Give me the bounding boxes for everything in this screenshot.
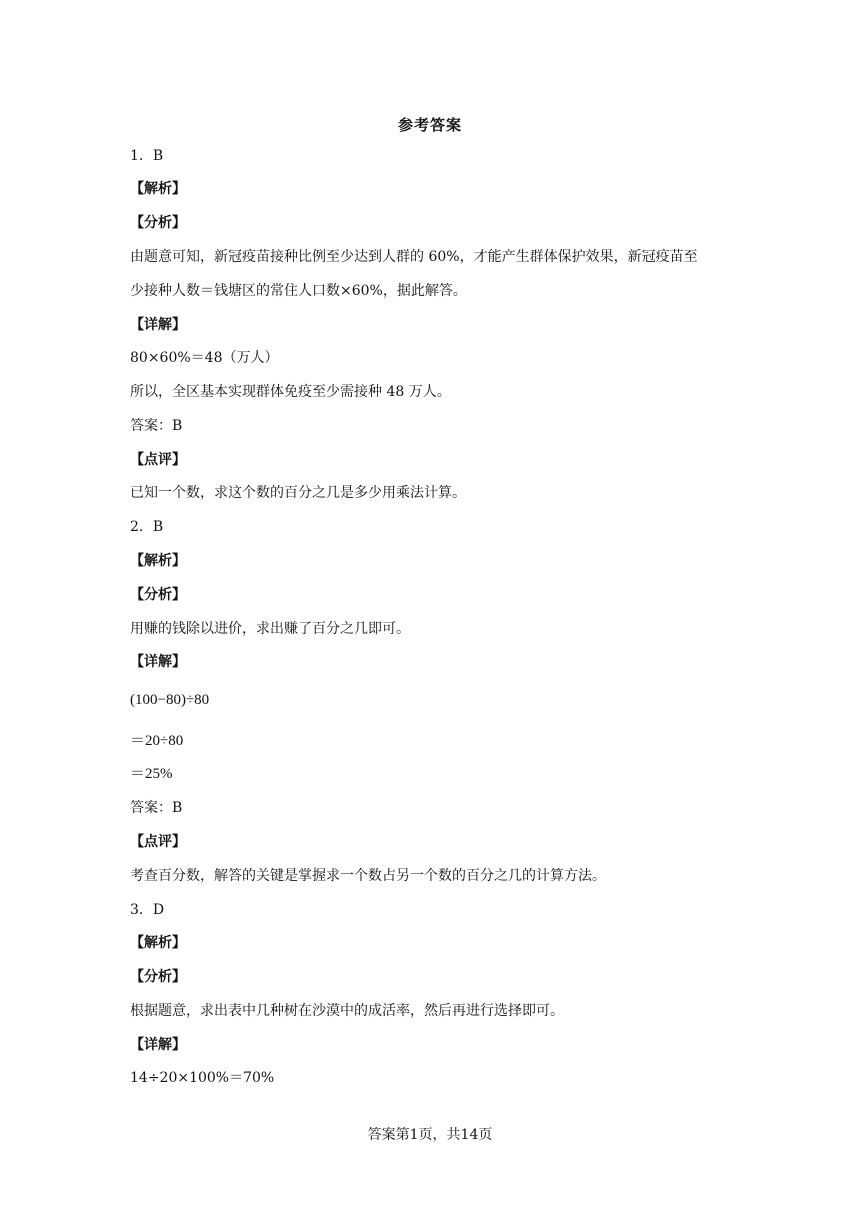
answer-2-jiexi-heading: 【解析】: [130, 553, 186, 569]
answer-1-answer: 答案：B: [130, 418, 183, 434]
answer-1-jiexi-heading: 【解析】: [130, 181, 186, 197]
answer-3-calculation: 14÷20×100%＝70%: [130, 1070, 275, 1086]
answer-2-xiangjie-heading: 【详解】: [130, 654, 186, 670]
answer-2-answer: 答案：B: [130, 800, 183, 816]
answer-3-jiexi-heading: 【解析】: [130, 935, 186, 951]
answer-3-xiangjie-heading: 【详解】: [130, 1037, 186, 1053]
answer-1-conclusion: 所以，全区基本实现群体免疫至少需接种 48 万人。: [130, 384, 451, 400]
answer-2-analysis: 用赚的钱除以进价，求出赚了百分之几即可。: [130, 621, 410, 637]
answer-2-formula-step-1: (100−80)÷80: [130, 692, 210, 708]
answer-1-number: 1．B: [130, 148, 164, 164]
answer-1-comment: 已知一个数，求这个数的百分之几是多少用乘法计算。: [130, 485, 466, 501]
page-footer: 答案第1页，共14页: [367, 1127, 493, 1143]
answer-1-fenxi-heading: 【分析】: [130, 215, 186, 231]
answer-3-number: 3．D: [130, 902, 165, 918]
answer-3-analysis: 根据题意，求出表中几种树在沙漠中的成活率，然后再进行选择即可。: [130, 1003, 564, 1019]
answer-2-number: 2．B: [130, 519, 164, 535]
answer-1-analysis-line-1: 由题意可知，新冠疫苗接种比例至少达到人群的 60%，才能产生群体保护效果，新冠疫苗至: [130, 249, 698, 265]
answer-2-comment: 考查百分数，解答的关键是掌握求一个数占另一个数的百分之几的计算方法。: [130, 868, 606, 884]
answer-1-dianping-heading: 【点评】: [130, 452, 186, 468]
answer-1-calculation: 80×60%＝48（万人）: [130, 350, 279, 366]
answer-2-fenxi-heading: 【分析】: [130, 587, 186, 603]
answer-2-formula-step-3: ＝25%: [130, 766, 173, 782]
answer-1-xiangjie-heading: 【详解】: [130, 317, 186, 333]
answer-3-fenxi-heading: 【分析】: [130, 969, 186, 985]
answer-2-formula-step-2: ＝20÷80: [130, 733, 184, 749]
answer-1-analysis-line-2: 少接种人数＝钱塘区的常住人口数×60%，据此解答。: [130, 283, 467, 299]
page-title: 参考答案: [397, 116, 462, 134]
answer-2-dianping-heading: 【点评】: [130, 834, 186, 850]
